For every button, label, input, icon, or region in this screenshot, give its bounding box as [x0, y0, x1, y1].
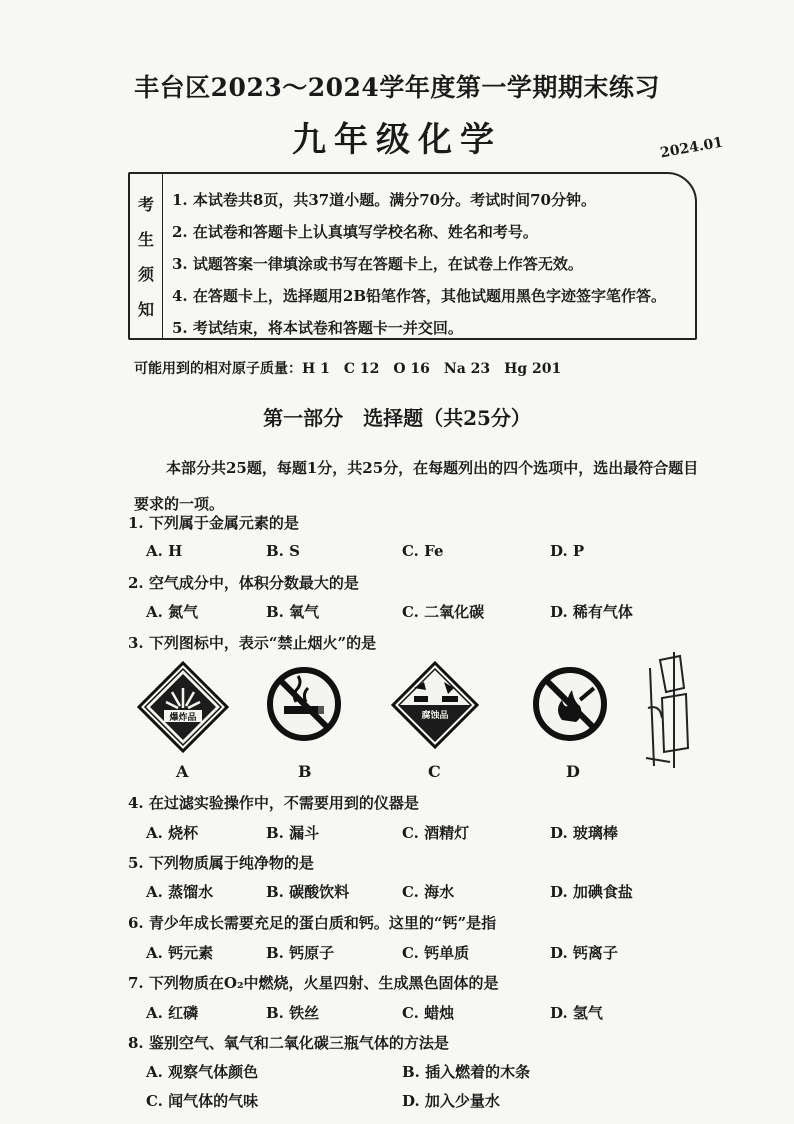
- corrosive-hazard-sign-icon: [390, 660, 480, 750]
- option: D. 钙离子: [550, 944, 618, 962]
- sign-text: 腐蚀品: [421, 711, 449, 721]
- option: C. 钙单质: [402, 944, 470, 962]
- option: D: [566, 762, 580, 781]
- notice-label-char: 生: [137, 230, 154, 249]
- notice-item: 4. 在答题卡上，选择题用2B铅笔作答，其他试题用黑色字迹签字笔作答。: [172, 287, 666, 305]
- option: B. S: [266, 542, 300, 560]
- option: B: [298, 762, 312, 781]
- notice-label-char: 考: [137, 195, 154, 214]
- section-title: 第一部分 选择题（共25分）: [263, 406, 531, 430]
- section-intro: 本部分共25题，每题1分，共25分，在每题列出的四个选项中，选出最符合题目要求的一项。: [134, 459, 699, 513]
- option: C. 海水: [402, 883, 455, 901]
- question-stem: 7. 下列物质在O₂中燃烧，火星四射、生成黑色固体的是: [128, 974, 499, 992]
- option: A. H: [146, 542, 183, 560]
- option: A. 钙元素: [146, 944, 214, 962]
- question-stem: 4. 在过滤实验操作中，不需要用到的仪器是: [128, 794, 419, 812]
- option: C. 闻气体的气味: [146, 1092, 259, 1110]
- option: C. Fe: [402, 542, 444, 560]
- notice-item: 5. 考试结束，将本试卷和答题卡一并交回。: [172, 319, 463, 337]
- atomic-mass-line: 可能用到的相对原子质量：H 1 C 12 O 16 Na 23 Hg 201: [134, 361, 562, 377]
- notice-label-char: 知: [137, 300, 154, 319]
- option: D. 加碘食盐: [550, 883, 633, 901]
- notice-label-char: 须: [137, 265, 154, 284]
- question-stem: 8. 鉴别空气、氧气和二氧化碳三瓶气体的方法是: [128, 1034, 449, 1052]
- option: D. 氢气: [550, 1004, 603, 1022]
- subject-title: 九年级化学: [292, 120, 502, 160]
- question-stem: 5. 下列物质属于纯净物的是: [128, 854, 314, 872]
- question-stem: 3. 下列图标中，表示“禁止烟火”的是: [128, 634, 377, 652]
- option: B. 钙原子: [266, 944, 335, 962]
- option: D. P: [550, 542, 585, 560]
- option: B. 氧气: [266, 603, 320, 621]
- option: C. 酒精灯: [402, 824, 470, 842]
- option: C. 二氧化碳: [402, 603, 485, 621]
- option: D. 加入少量水: [402, 1092, 500, 1110]
- notice-list: [172, 184, 687, 344]
- option: D. 稀有气体: [550, 603, 633, 621]
- no-smoking-sign-icon: [266, 666, 342, 742]
- question-stem: 1. 下列属于金属元素的是: [128, 514, 299, 532]
- option: B. 插入燃着的木条: [402, 1063, 531, 1081]
- option: A. 观察气体颜色: [146, 1063, 259, 1081]
- sign-text: 爆炸品: [169, 713, 197, 723]
- option: B. 漏斗: [266, 824, 320, 842]
- option: A. 氮气: [146, 603, 199, 621]
- exam-notice-box: [128, 172, 697, 340]
- notice-label: [130, 174, 163, 338]
- margin-doodle-icon: [640, 648, 696, 778]
- option: B. 碳酸饮料: [266, 883, 350, 901]
- notice-item: 3. 试题答案一律填涂或书写在答题卡上，在试卷上作答无效。: [172, 255, 583, 273]
- option: D. 玻璃棒: [550, 824, 618, 842]
- notice-item: 1. 本试卷共8页，共37道小题。满分70分。考试时间70分钟。: [172, 191, 596, 209]
- no-open-flame-sign-icon: [532, 666, 608, 742]
- question-stem: 2. 空气成分中，体积分数最大的是: [128, 574, 359, 592]
- option: B. 铁丝: [266, 1004, 320, 1022]
- exam-title: 丰台区2023～2024学年度第一学期期末练习: [134, 73, 660, 102]
- notice-item: 2. 在试卷和答题卡上认真填写学校名称、姓名和考号。: [172, 223, 538, 241]
- date-mark: 2024.01: [659, 134, 725, 162]
- question-stem: 6. 青少年成长需要充足的蛋白质和钙。这里的“钙”是指: [128, 914, 497, 932]
- option: A. 蒸馏水: [146, 883, 214, 901]
- option: A: [176, 762, 189, 781]
- option: A. 红磷: [146, 1004, 199, 1022]
- explosive-hazard-sign-icon: [136, 660, 230, 754]
- option: C: [428, 762, 441, 781]
- option: A. 烧杯: [146, 824, 199, 842]
- option: C. 蜡烛: [402, 1004, 455, 1022]
